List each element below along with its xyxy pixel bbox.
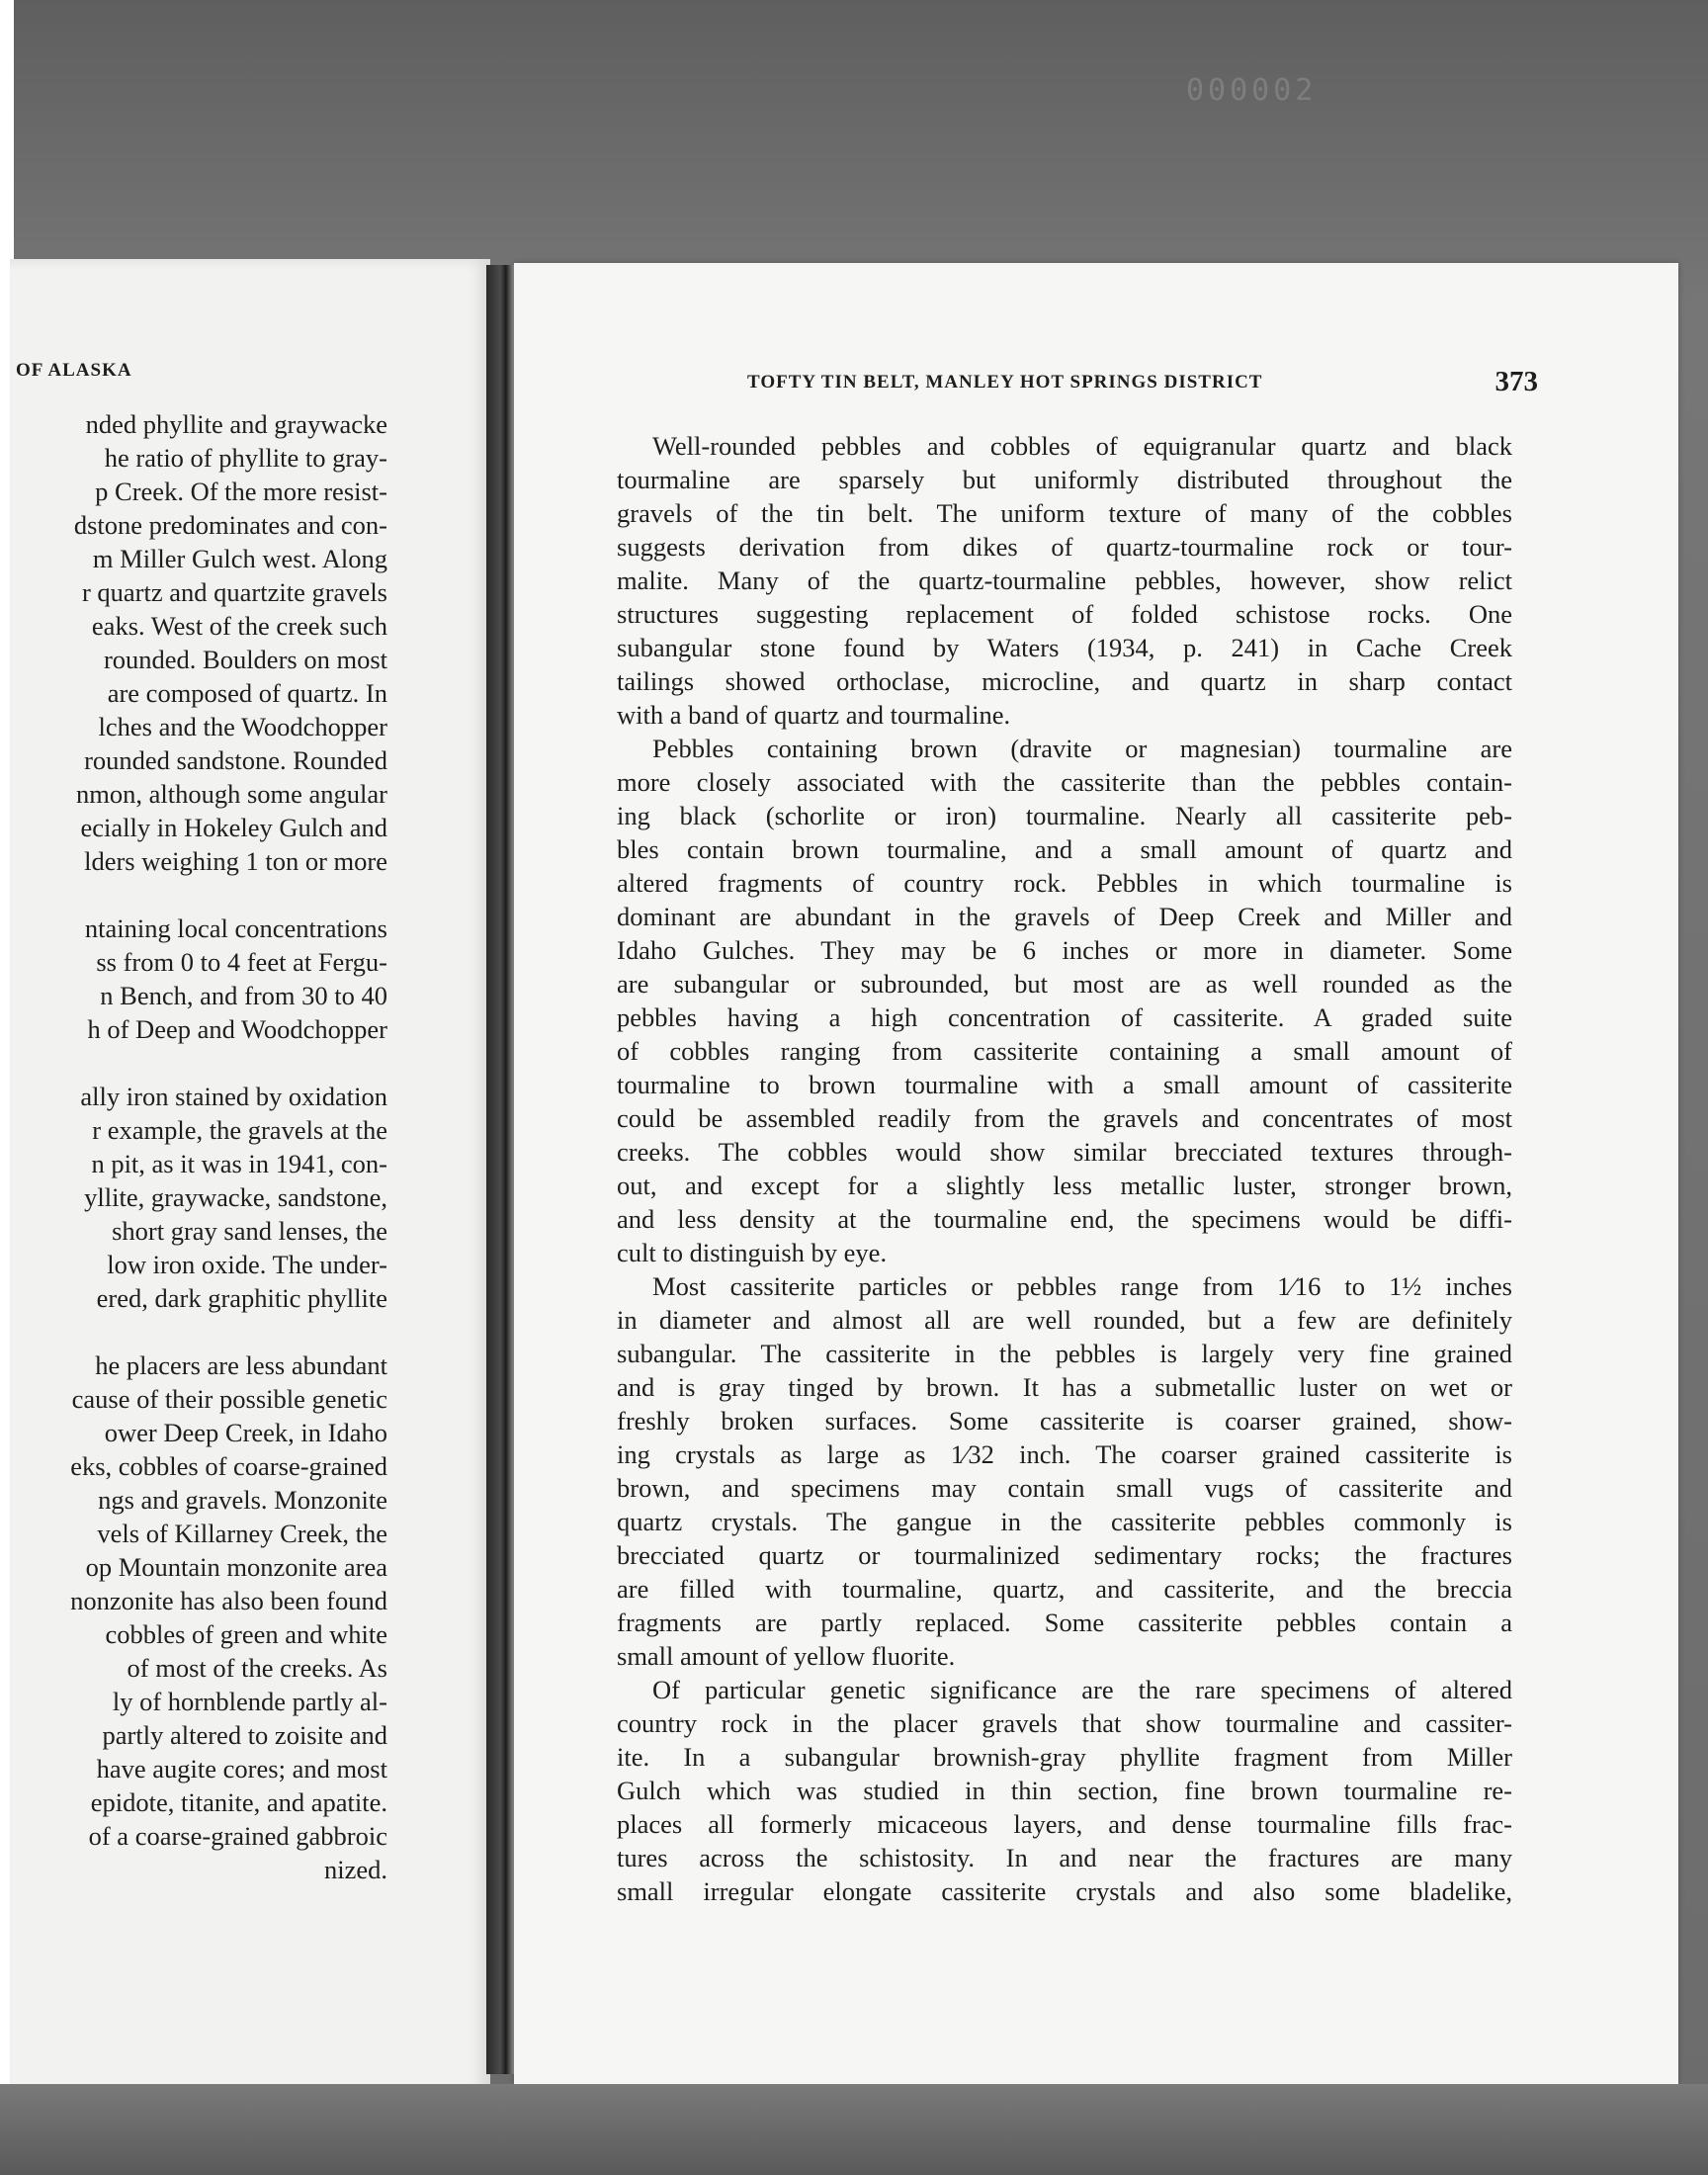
text-line: ing black (schorlite or iron) tourmaline. Nearly all cassiterite peb-: [617, 801, 1512, 830]
text-line: malite. Many of the quartz-tourmaline pebbles, however, show relict: [617, 566, 1512, 595]
text-line: out, and except for a slightly less metallic luster, stronger brown,: [617, 1171, 1512, 1200]
text-line: country rock in the placer gravels that show tourmaline and cassiter-: [617, 1708, 1512, 1738]
left-text-line: ly of hornblende partly al-: [112, 1687, 387, 1716]
text-line: more closely associated with the cassiterite than the pebbles contain-: [617, 767, 1512, 797]
text-line: creeks. The cobbles would show similar brecciated textures through-: [617, 1137, 1512, 1167]
left-text-line: rounded. Boulders on most: [103, 645, 387, 674]
text-line: of cobbles ranging from cassiterite containing a small amount of: [617, 1036, 1512, 1066]
page-number: 373: [1494, 366, 1538, 397]
text-line: brecciated quartz or tourmalinized sedimentary rocks; the fractures: [617, 1540, 1512, 1570]
text-line: pebbles having a high concentration of cassiterite. A graded suite: [617, 1002, 1512, 1032]
text-line: subangular. The cassiterite in the pebbles is largely very fine grained: [617, 1339, 1512, 1368]
text-line: are subangular or subrounded, but most are as well rounded as the: [617, 969, 1512, 999]
text-line: structures suggesting replacement of folded schistose rocks. One: [617, 599, 1512, 629]
text-line: Pebbles containing brown (dravite or magnesian) tourmaline are: [652, 734, 1512, 763]
left-text-line: nized.: [323, 1855, 387, 1884]
left-text-line: n Bench, and from 30 to 40: [100, 981, 387, 1010]
left-text-line: yllite, graywacke, sandstone,: [84, 1182, 387, 1212]
text-line: Idaho Gulches. They may be 6 inches or more in diameter. Some: [617, 935, 1512, 965]
left-text-line: eks, cobbles of coarse-grained: [70, 1451, 387, 1481]
left-text-line: vels of Killarney Creek, the: [97, 1519, 387, 1548]
left-text-line: of a coarse-grained gabbroic: [88, 1821, 387, 1851]
text-line: with a band of quartz and tourmaline.: [617, 700, 1011, 730]
text-line: tourmaline to brown tourmaline with a small amount of cassiterite: [617, 1070, 1512, 1099]
left-text-line: ngs and gravels. Monzonite: [98, 1485, 387, 1515]
left-page: [10, 259, 490, 2108]
text-line: ing crystals as large as 1⁄32 inch. The coarser grained cassiterite is: [617, 1439, 1512, 1469]
text-line: quartz crystals. The gangue in the cassiterite pebbles commonly is: [617, 1507, 1512, 1536]
left-text-line: r quartz and quartzite gravels: [81, 577, 387, 607]
text-line: Most cassiterite particles or pebbles range from 1⁄16 to 1½ inches: [652, 1271, 1512, 1301]
right-page: [514, 263, 1678, 2084]
text-line: gravels of the tin belt. The uniform texture of many of the cobbles: [617, 498, 1512, 528]
left-text-line: ss from 0 to 4 feet at Fergu-: [96, 947, 387, 977]
text-line: tourmaline are sparsely but uniformly distributed throughout the: [617, 465, 1512, 494]
left-text-line: short gray sand lenses, the: [112, 1216, 387, 1246]
text-line: Well-rounded pebbles and cobbles of equigranular quartz and black: [652, 431, 1512, 461]
text-line: are filled with tourmaline, quartz, and cassiterite, and the breccia: [617, 1574, 1512, 1604]
left-text-line: ally iron stained by oxidation: [80, 1082, 387, 1111]
left-text-line: low iron oxide. The under-: [107, 1250, 387, 1279]
left-text-line: n pit, as it was in 1941, con-: [91, 1149, 387, 1178]
text-line: cult to distinguish by eye.: [617, 1238, 888, 1267]
text-line: tailings showed orthoclase, microcline, and quartz in sharp contact: [617, 666, 1512, 696]
left-text-line: ered, dark graphitic phyllite: [96, 1283, 387, 1313]
left-text-line: are composed of quartz. In: [107, 678, 387, 708]
left-text-line: [70, 1315, 387, 1348]
text-line: Of particular genetic significance are the rare specimens of altered: [652, 1675, 1512, 1704]
text-line: Gulch which was studied in thin section, fine brown tourmaline re-: [617, 1776, 1512, 1805]
archive-stamp: 000002: [1186, 73, 1318, 108]
left-text-line: dstone predominates and con-: [73, 510, 387, 540]
left-page-text: [70, 407, 387, 1886]
left-text-line: r example, the gravels at the: [92, 1115, 387, 1145]
text-line: altered fragments of country rock. Pebbles in which tourmaline is: [617, 868, 1512, 898]
text-line: could be assembled readily from the gravels and concentrates of most: [617, 1103, 1512, 1133]
text-line: and is gray tinged by brown. It has a submetallic luster on wet or: [617, 1372, 1512, 1402]
left-text-line: [70, 1046, 387, 1080]
text-line: in diameter and almost all are well rounded, but a few are definitely: [617, 1305, 1512, 1335]
text-line: tures across the schistosity. In and near the fractures are many: [617, 1843, 1512, 1872]
left-text-line: [70, 878, 387, 912]
left-text-line: p Creek. Of the more resist-: [95, 477, 387, 506]
text-line: brown, and specimens may contain small vugs of cassiterite and: [617, 1473, 1512, 1503]
left-text-line: rounded sandstone. Rounded: [84, 745, 387, 775]
text-line: small amount of yellow fluorite.: [617, 1641, 956, 1671]
left-text-line: ecially in Hokeley Gulch and: [80, 813, 387, 842]
text-line: ite. In a subangular brownish-gray phyllite fragment from Miller: [617, 1742, 1512, 1772]
text-line: suggests derivation from dikes of quartz-tourmaline rock or tour-: [617, 532, 1512, 562]
running-title: TOFTY TIN BELT, MANLEY HOT SPRINGS DISTRICT: [747, 372, 1263, 392]
text-line: and less density at the tourmaline end, the specimens would be diffi-: [617, 1204, 1512, 1234]
left-text-line: nonzonite has also been found: [70, 1586, 387, 1615]
text-line: dominant are abundant in the gravels of Deep Creek and Miller and: [617, 902, 1512, 931]
left-running-head: OF ALASKA: [16, 360, 132, 381]
left-text-line: he placers are less abundant: [95, 1350, 387, 1380]
left-text-line: lders weighing 1 ton or more: [84, 846, 387, 876]
left-text-line: ower Deep Creek, in Idaho: [104, 1418, 387, 1447]
text-line: small irregular elongate cassiterite crystals and also some bladelike,: [617, 1876, 1512, 1906]
left-text-line: nmon, although some angular: [76, 779, 387, 809]
left-text-line: cobbles of green and white: [105, 1619, 387, 1649]
text-line: bles contain brown tourmaline, and a small amount of quartz and: [617, 834, 1512, 864]
scan-background: [0, 2084, 1708, 2175]
text-line: fragments are partly replaced. Some cassiterite pebbles contain a: [617, 1608, 1512, 1637]
left-text-line: he ratio of phyllite to gray-: [104, 443, 387, 473]
text-line: places all formerly micaceous layers, and dense tourmaline fills frac-: [617, 1809, 1512, 1839]
left-text-line: have augite cores; and most: [96, 1754, 387, 1784]
text-line: subangular stone found by Waters (1934, p. 241) in Cache Creek: [617, 633, 1512, 662]
left-text-line: epidote, titanite, and apatite.: [90, 1787, 387, 1817]
body-text: [617, 429, 1512, 1908]
left-text-line: nded phyllite and graywacke: [85, 409, 387, 439]
left-text-line: ntaining local concentrations: [84, 914, 387, 943]
left-text-line: lches and the Woodchopper: [98, 712, 387, 741]
left-text-line: m Miller Gulch west. Along: [92, 544, 387, 573]
left-text-line: h of Deep and Woodchopper: [87, 1014, 387, 1044]
left-text-line: eaks. West of the creek such: [91, 611, 387, 641]
left-text-line: op Mountain monzonite area: [85, 1552, 387, 1582]
text-line: freshly broken surfaces. Some cassiterite is coarser grained, show-: [617, 1406, 1512, 1436]
left-text-line: cause of their possible genetic: [71, 1384, 387, 1414]
left-text-line: partly altered to zoisite and: [102, 1720, 387, 1750]
page-header: [747, 366, 1538, 401]
left-text-line: of most of the creeks. As: [127, 1653, 387, 1683]
